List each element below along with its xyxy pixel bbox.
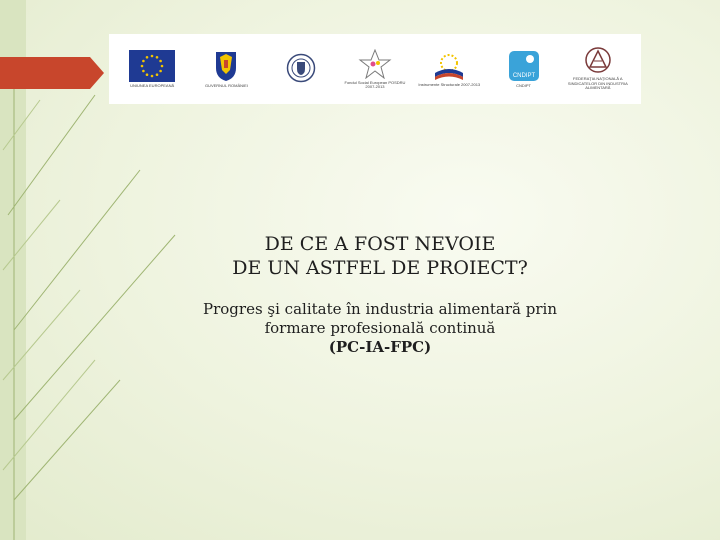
cndipt-logo-icon xyxy=(508,50,540,82)
logo-caption: Fondul Social European POSDRU 2007-2013 xyxy=(344,79,406,89)
eu-flag-icon xyxy=(129,50,175,82)
project-code: (PC-IA-FPC) xyxy=(328,338,432,356)
slide-subtitle-line: formare profesională continuă xyxy=(264,319,496,337)
svg-text:CNDIPT: CNDIPT xyxy=(512,72,535,79)
slide-content xyxy=(160,232,600,357)
slide-title xyxy=(160,232,600,280)
slide-title-line: DE CE A FOST NEVOIE xyxy=(264,233,496,255)
logo-federation xyxy=(566,47,630,90)
left-decor-strip xyxy=(0,0,26,540)
logo-ministry xyxy=(269,53,333,85)
logo-caption: GUVERNUL ROMÂNIEI xyxy=(204,82,248,88)
slide-title-line: DE UN ASTFEL DE PROIECT? xyxy=(232,257,528,279)
logo-caption: CNDIPT xyxy=(516,82,531,88)
slide-subtitle-line: Progres şi calitate în industria alimentară prin xyxy=(203,300,557,318)
federation-logo-icon xyxy=(583,47,613,75)
romania-coat-of-arms-icon xyxy=(213,50,239,82)
logo-caption: FEDERAŢIA NAŢIONALĂ A SINDICATELOR DIN INDUSTRIA ALIMENTARĂ xyxy=(567,76,628,91)
social-fund-star-icon xyxy=(358,49,392,79)
logo-government xyxy=(194,50,258,88)
ministry-seal-icon xyxy=(286,53,316,83)
logo-structural-instruments xyxy=(417,51,481,87)
logo-caption: UNIUNEA EUROPEANĂ xyxy=(130,82,175,88)
logo-caption: Instrumente Structurale 2007-2013 xyxy=(418,81,481,87)
partner-logo-bar xyxy=(109,34,641,104)
structural-instruments-icon xyxy=(432,51,466,81)
logo-social-fund xyxy=(343,49,407,90)
logo-eu xyxy=(120,50,184,88)
slide-subtitle xyxy=(160,300,600,357)
logo-cndipt xyxy=(492,50,556,88)
